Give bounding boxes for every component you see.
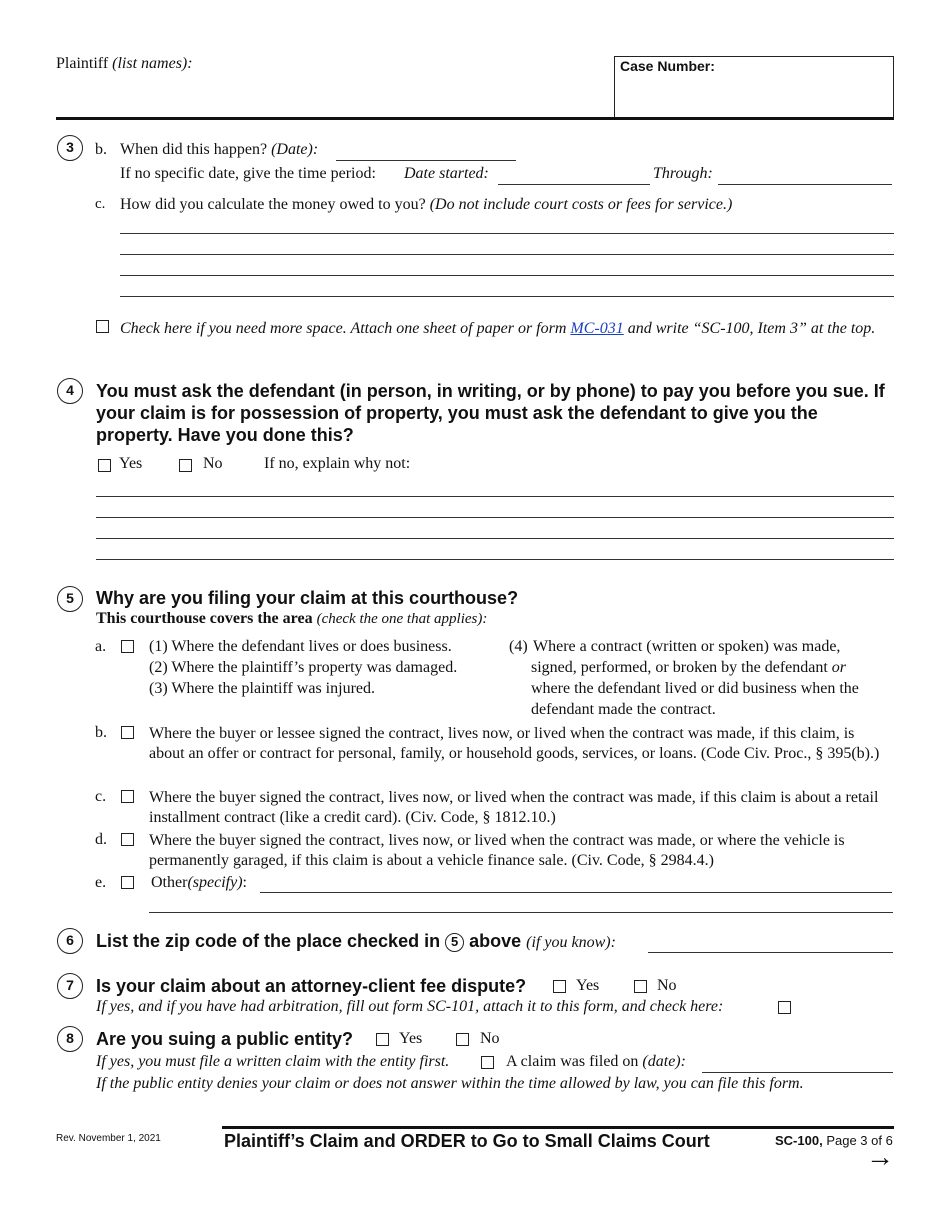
item3-c-letter: c. <box>95 196 106 212</box>
mc-031-link[interactable]: MC-031 <box>570 320 624 337</box>
item4-no-checkbox[interactable] <box>179 459 192 472</box>
item5-d-letter: d. <box>95 831 107 848</box>
explain-answer-line[interactable] <box>96 496 894 497</box>
item-number-badge: 8 <box>57 1026 83 1052</box>
date-happened-field[interactable] <box>336 142 516 161</box>
item3-b-letter: b. <box>95 141 107 158</box>
form-title: Plaintiff’s Claim and ORDER to Go to Small Claims Court <box>224 1131 710 1151</box>
item-number-badge: 4 <box>57 378 83 404</box>
case-number-label: Case Number: <box>620 58 715 74</box>
plaintiff-label: Plaintiff (list names): <box>56 55 193 72</box>
next-page-arrow-icon[interactable]: → <box>866 1141 894 1172</box>
item5-a-letter: a. <box>95 638 107 655</box>
item7-no-checkbox[interactable] <box>634 980 647 993</box>
item5-a-option-4-line: signed, performed, or broken by the defendant or <box>531 659 847 676</box>
calc-answer-line[interactable] <box>120 275 894 276</box>
calc-answer-line[interactable] <box>120 296 894 297</box>
explain-answer-line[interactable] <box>96 538 894 539</box>
explain-answer-line[interactable] <box>96 559 894 560</box>
header-rule <box>56 117 894 120</box>
item5-b-letter: b. <box>95 724 107 741</box>
other-specify-field[interactable] <box>260 874 892 893</box>
item5-c-checkbox[interactable] <box>121 790 134 803</box>
item4-question: You must ask the defendant (in person, in writing, or by phone) to pay you before you sue. If your claim is for possession of property, you must ask the defendant to give you the property. Have you done this? <box>96 381 885 445</box>
item6-question: List the zip code of the place checked in 5 above (if you know): <box>96 931 616 951</box>
calc-answer-line[interactable] <box>120 254 894 255</box>
item4-yes-label: Yes <box>119 455 143 472</box>
item5-subtitle: This courthouse covers the area (check the one that applies): <box>96 610 488 627</box>
footer-rule <box>222 1126 894 1129</box>
item5-c-text: Where the buyer signed the contract, lives now, or lived when the contract was made, if this claim is about a retail installment contract (like a credit card). (Civ. Code, § 1812.10.) <box>149 789 879 826</box>
item5-a-option-3: (3) Where the plaintiff was injured. <box>149 680 375 697</box>
claim-filed-label: A claim was filed on (date): <box>506 1053 686 1070</box>
item-reference-badge: 5 <box>445 933 464 952</box>
time-period-text: If no specific date, give the time period: <box>120 165 376 182</box>
item-number-badge: 3 <box>57 135 83 161</box>
claim-filed-checkbox[interactable] <box>481 1056 494 1069</box>
item7-yes-checkbox[interactable] <box>553 980 566 993</box>
item5-a-option-4-line: where the defendant lived or did business when the <box>531 680 859 697</box>
page-indicator: SC-100, Page 3 of 6 <box>775 1133 893 1148</box>
item5-e-label: Other(specify): <box>151 874 247 891</box>
item5-a-option-4-line: defendant made the contract. <box>531 701 716 718</box>
item8-note-2: If the public entity denies your claim or does not answer within the time allowed by law, you can file this form. <box>96 1075 804 1092</box>
item5-a-checkbox[interactable] <box>121 640 134 653</box>
zip-code-field[interactable] <box>648 934 893 953</box>
item8-no-label: No <box>480 1030 500 1047</box>
item7-question: Is your claim about an attorney-client fee dispute? <box>96 976 527 996</box>
item3-c-question: How did you calculate the money owed to you? (Do not include court costs or fees for service.) <box>120 196 733 213</box>
revision-date: Rev. November 1, 2021 <box>56 1133 161 1144</box>
date-started-label: Date started: <box>404 165 489 182</box>
through-date-field[interactable] <box>718 166 892 185</box>
explain-label: If no, explain why not: <box>264 455 411 472</box>
item5-b-text: Where the buyer or lessee signed the contract, lives now, or lived when the contract was made, if this claim, is about an offer or contract for personal, family, or household goods, services, or loans. (Code Civ. Proc., § 395(b).) <box>149 725 880 762</box>
case-number-box[interactable] <box>614 56 894 118</box>
calc-answer-line[interactable] <box>120 233 894 234</box>
item5-a-option-2: (2) Where the plaintiff’s property was damaged. <box>149 659 458 676</box>
item8-yes-label: Yes <box>399 1030 423 1047</box>
arbitration-checkbox[interactable] <box>778 1001 791 1014</box>
claim-filed-date-field[interactable] <box>702 1054 893 1073</box>
item-number-badge: 6 <box>57 928 83 954</box>
item7-no-label: No <box>657 977 677 994</box>
item8-note: If yes, you must file a written claim with the entity first. <box>96 1053 450 1070</box>
more-space-checkbox[interactable] <box>96 320 109 333</box>
item8-question: Are you suing a public entity? <box>96 1029 354 1049</box>
item3-b-question: When did this happen? (Date): <box>120 141 319 158</box>
explain-answer-line[interactable] <box>96 517 894 518</box>
item5-b-checkbox[interactable] <box>121 726 134 739</box>
through-label: Through: <box>653 165 713 182</box>
item4-no-label: No <box>203 455 223 472</box>
item8-yes-checkbox[interactable] <box>376 1033 389 1046</box>
item7-note: If yes, and if you have had arbitration, fill out form SC-101, attach it to this form, and check here: <box>96 998 724 1015</box>
item5-question: Why are you filing your claim at this courthouse? <box>96 588 519 608</box>
item-number-badge: 5 <box>57 586 83 612</box>
item5-d-checkbox[interactable] <box>121 833 134 846</box>
item7-yes-label: Yes <box>576 977 600 994</box>
more-space-text: Check here if you need more space. Attach one sheet of paper or form MC-031 and write “SC-100, Item 3” at the top. <box>120 320 876 337</box>
item5-a-option-4-line: Where a contract (written or spoken) was made, <box>533 638 841 655</box>
other-specify-line[interactable] <box>149 912 893 913</box>
item5-d-text: Where the buyer signed the contract, lives now, or lived when the contract was made, or where the vehicle is permanently garaged, if this claim is about a vehicle finance sale. (Civ. Code, § 2984.4.) <box>149 832 845 869</box>
item5-a-option-4-number: (4) <box>509 638 528 655</box>
item8-no-checkbox[interactable] <box>456 1033 469 1046</box>
item5-c-letter: c. <box>95 788 107 805</box>
item-number-badge: 7 <box>57 973 83 999</box>
item5-e-checkbox[interactable] <box>121 876 134 889</box>
item5-e-letter: e. <box>95 874 107 891</box>
date-started-field[interactable] <box>498 166 650 185</box>
item5-a-option-1: (1) Where the defendant lives or does business. <box>149 638 452 655</box>
item4-yes-checkbox[interactable] <box>98 459 111 472</box>
